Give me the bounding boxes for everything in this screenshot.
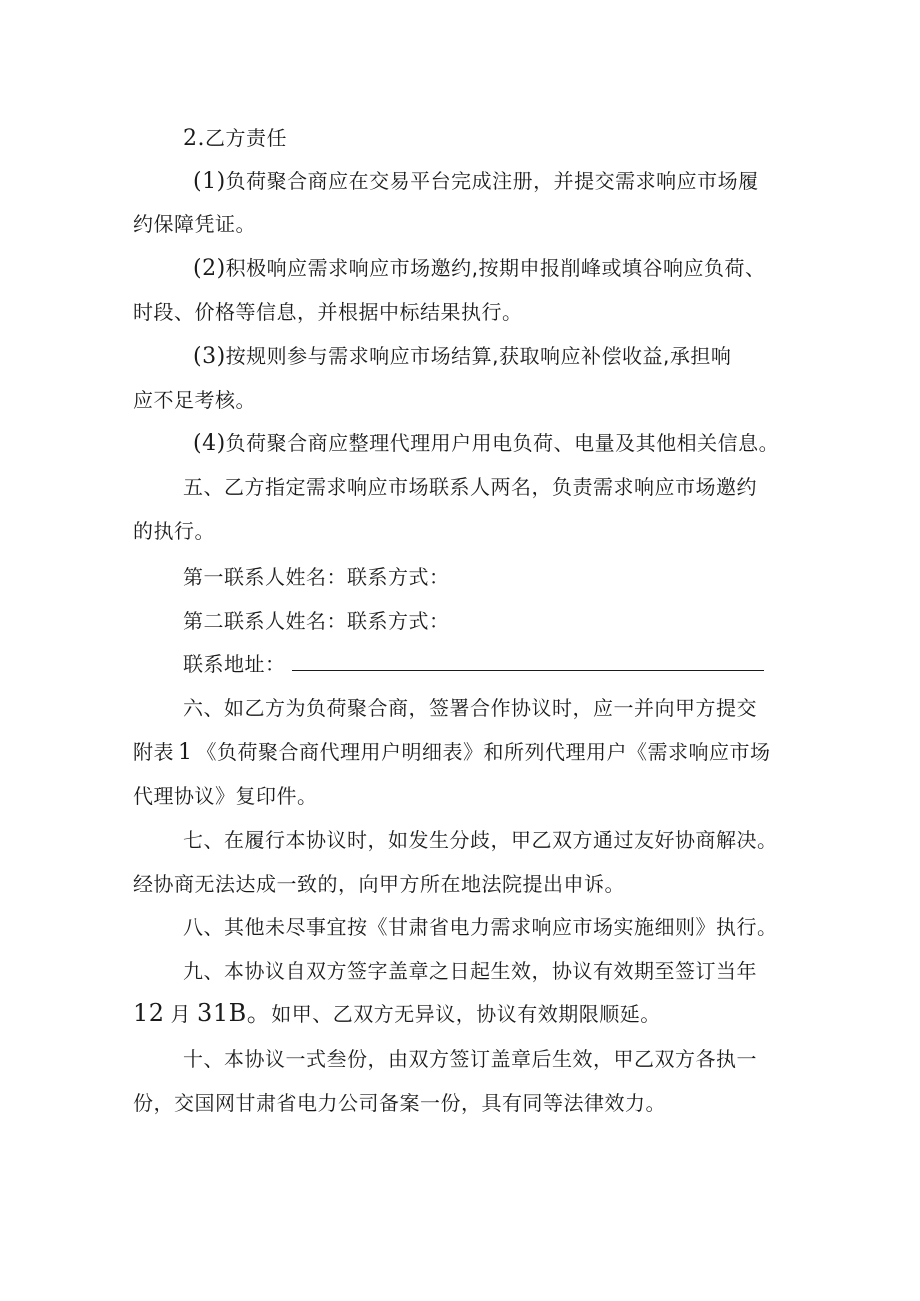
- clause-6-line-1: 六、如乙方为负荷聚合商，签署合作协议时，应一并向甲方提交: [183, 696, 757, 720]
- section-title: 乙方责任: [205, 126, 287, 150]
- clause-9-day-number: 31B。: [197, 999, 272, 1027]
- clause-7-line-2: 经协商无法达成一致的，向甲方所在地法院提出申诉。: [133, 872, 625, 896]
- item-3-text: 按规则参与需求响应市场结算,获取响应补偿收益,承担响: [225, 344, 732, 368]
- section-number: 2.: [183, 126, 205, 151]
- clause-7-line-1: 七、在履行本协议时，如发生分歧，甲乙双方通过友好协商解决。: [183, 828, 778, 852]
- clause-10-line-1: 十、本协议一式叁份，由双方签订盖章后生效，甲乙双方各执一: [183, 1047, 757, 1071]
- item-1-line-1: [193, 167, 759, 196]
- clause-9-line-1: 九、本协议自双方签字盖章之日起生效，协议有效期至签订当年: [183, 959, 757, 983]
- clause-9-month-number: 12: [133, 999, 165, 1027]
- item-4-line-1: [193, 429, 779, 458]
- address-line: [183, 650, 764, 678]
- first-contact-line: 第一联系人姓名：联系方式：: [183, 565, 450, 589]
- clause-5-line-1: 五、乙方指定需求响应市场联系人两名，负责需求响应市场邀约: [183, 475, 757, 499]
- clause-9-text: 如甲、乙双方无异议，协议有效期限顺延。: [271, 1002, 661, 1026]
- clause-9-line-2: [133, 999, 661, 1028]
- item-3-number: (3): [193, 344, 226, 369]
- clause-10-line-2: 份，交国网甘肃省电力公司备案一份，具有同等法律效力。: [133, 1091, 666, 1115]
- item-4-number: (4): [193, 431, 226, 456]
- item-1-number: (1): [193, 169, 226, 194]
- item-2-line-2: 时段、价格等信息，并根据中标结果执行。: [133, 300, 523, 324]
- clause-8-line-1: 八、其他未尽事宜按《甘肃省电力需求响应市场实施细则》执行。: [183, 915, 778, 939]
- clause-6-line-2: [133, 738, 771, 767]
- second-contact-line: 第二联系人姓名：联系方式：: [183, 609, 450, 633]
- item-3-line-1: [193, 342, 731, 371]
- clause-6-table-number: 1: [178, 740, 193, 765]
- clause-5-line-2: 的执行。: [133, 519, 215, 543]
- clause-6-text: 《负荷聚合商代理用户明细表》和所列代理用户《需求响应市场: [196, 740, 771, 764]
- section-heading: [183, 124, 287, 153]
- item-3-line-2: 应不足考核。: [133, 388, 256, 412]
- item-2-number: (2): [193, 256, 226, 281]
- clause-9-month-label: 月: [170, 1002, 192, 1026]
- item-2-text: 积极响应需求响应市场邀约,按期申报削峰或填谷响应负荷、: [225, 256, 766, 280]
- item-2-line-1: [193, 254, 766, 283]
- item-1-text: 负荷聚合商应在交易平台完成注册，并提交需求响应市场履: [225, 169, 759, 193]
- address-blank: [292, 652, 764, 671]
- clause-6-prefix: 附表: [133, 740, 174, 764]
- clause-6-line-3: 代理协议》复印件。: [133, 784, 318, 808]
- address-label: 联系地址：: [183, 652, 286, 676]
- item-4-text: 负荷聚合商应整理代理用户用电负荷、电量及其他相关信息。: [225, 431, 780, 455]
- item-1-line-2: 约保障凭证。: [133, 212, 256, 236]
